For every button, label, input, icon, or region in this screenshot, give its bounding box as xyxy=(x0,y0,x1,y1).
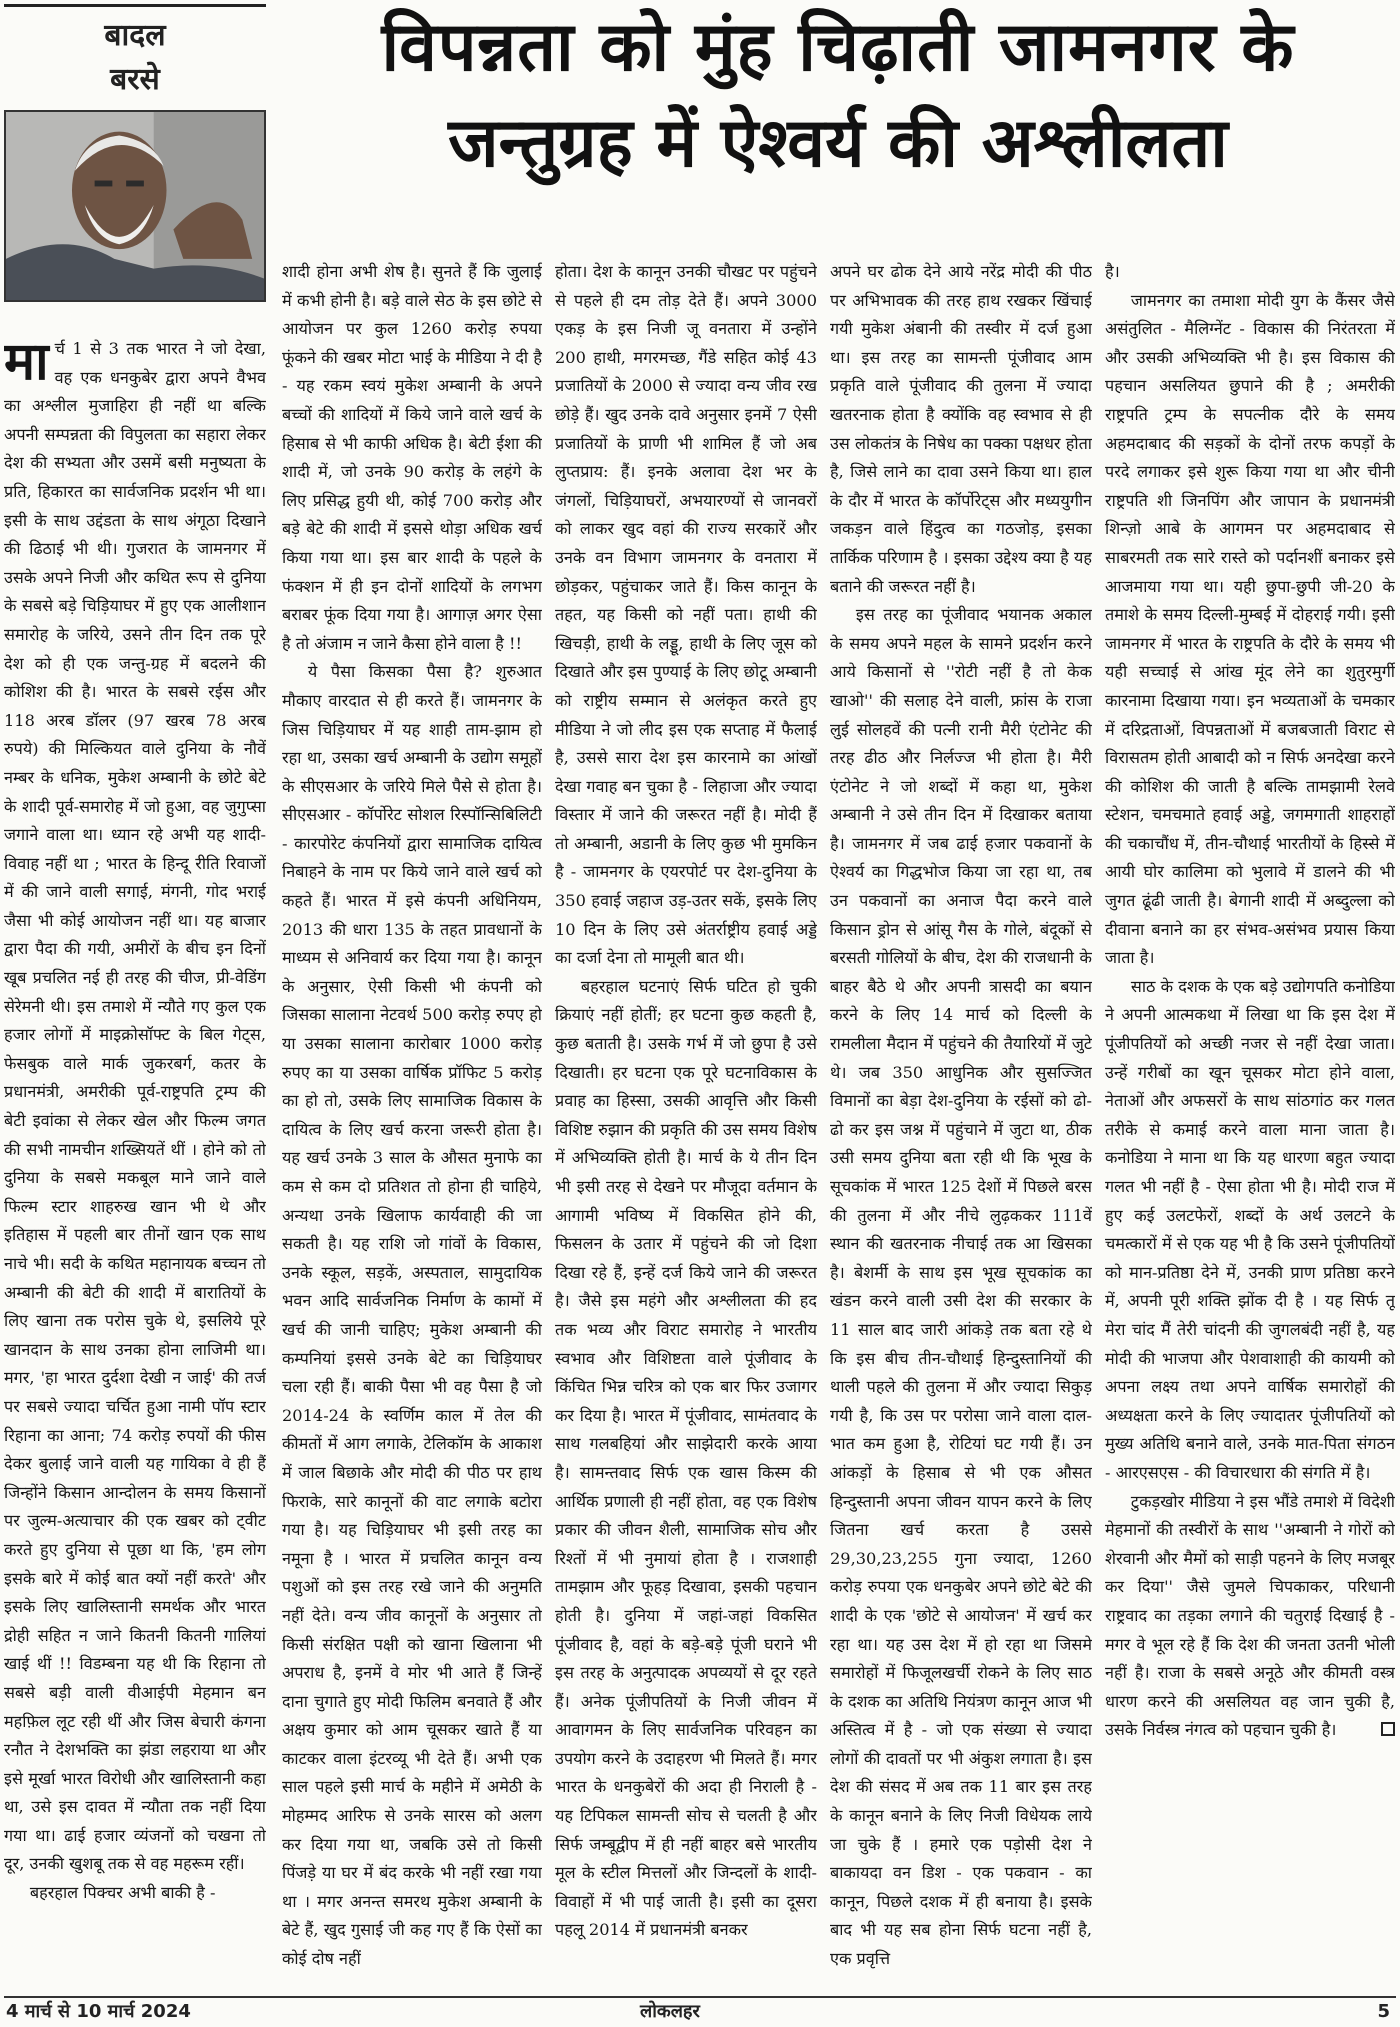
headline xyxy=(282,0,1394,192)
footer-rule xyxy=(4,1996,1396,1998)
column-2-paragraph-2: ये पैसा किसका पैसा है? शुरुआत मौकाए वारदात से ही करते हैं। जामनगर के जिस चिड़ियाघर में यह शाही ताम-झाम हो रहा था, उसका खर्च अम्बानी के उद्योग समूहों के सीएसआर के जरिये मिले पैसे से होता है। सीएसआर - कॉर्पोरेट सोशल रिस्पॉन्सिबिलिटी - कारपोरेट कंपनियों द्वारा सामाजिक दायित्व निबाहने के नाम पर किये जाने वाले खर्च को कहते हैं। भारत में इसे कंपनी अधिनियम, 2013 की धारा 135 के तहत प्रावधानों के माध्यम से अनिवार्य कर दिया गया है। कानून के अनुसार, ऐसी किसी भी कंपनी को जिसका सालाना नेटवर्थ 500 करोड़ रुपए हो या उसका सालाना कारोबार 1000 करोड़ रुपए का या उसका वार्षिक प्रॉफिट 5 करोड़ का हो तो, उसके लिए सामाजिक विकास के दायित्व के लिए खर्च करना जरूरी होता है। यह खर्च उनके 3 साल के औसत मुनाफे का कम से कम दो प्रतिशत तो होना ही चाहिये, अन्यथा उनके खिलाफ कार्यवाही की जा सकती है। यह राशि जो गांवों के विकास, उनके स्कूल, सड़कें, अस्पताल, सामुदायिक भवन आदि सार्वजनिक निर्माण के कामों में खर्च की जानी चाहिए; मुकेश अम्बानी की कम्पनियां इससे उनके बेटे का चिड़ियाघर चला रही हैं। बाकी पैसा भी वह पैसा है जो 2014-24 के स्वर्णिम काल में तेल की कीमतों में आग लगाके, टेलिकॉम के आकाश में जाल बिछाके और मोदी की पीठ पर हाथ फिराके, सारे कानूनों की वाट लगाके बटोरा गया है। यह चिड़ियाघर भी इसी तरह का नमूना है । भारत में प्रचलित कानून वन्य पशुओं को इस तरह रखे जाने की अनुमति नहीं देते। वन्य जीव कानूनों के अनुसार तो किसी संरक्षित पक्षी को खाना खिलाना भी अपराध है, इनमें वे मोर भी आते हैं जिन्हें दाना चुगाते हुए मोदी फिलिम बनवाते हैं और अक्षय कुमार को आम चूसकर खाते हैं या काटकर वाला इंटरव्यू भी देते हैं। अभी एक साल पहले इसी मार्च के महीने में अमेठी के मोहम्मद आरिफ से उनके सारस को अलग कर दिया गया था, जबकि उसे तो किसी पिंजड़े या घर में बंद करके भी नहीं रखा गया था । मगर अनन्त समरथ मुकेश अम्बानी के बेटे हैं, खुद गुसाई जी कह गए हैं कि ऐसों का कोई दोष नहीं xyxy=(282,662,542,1969)
headline-line-1: विपन्नता को मुंह चिढ़ाती जामनगर के xyxy=(381,8,1295,87)
column-3-paragraph-1: होता। देश के कानून उनकी चौखट पर पहुंचने से पहले ही दम तोड़ देते हैं। अपने 3000 एकड़ के इस निजी जू वनतारा में उन्होंने 200 हाथी, मगरमच्छ, गैंडे सहित कोई 43 प्रजातियों के 2000 से ज्यादा वन्य जीव रख छोड़े हैं। खुद उनके दावे अनुसार इनमें 7 ऐसी प्रजातियों के प्राणी भी शामिल हैं जो अब लुप्तप्राय: हैं। इनके अलावा देश भर के जंगलों, चिड़ियाघरों, अभयारण्यों से जानवरों को लाकर खुद वहां की राज्य सरकारें और उनके वन विभाग जामनगर के वनतारा में छोड़कर, पहुंचाकर जाते हैं। किस कानून के तहत, यह किसी को नहीं पता। हाथी की खिचड़ी, हाथी के लड्डू, हाथी के लिए जूस को दिखाते और इस पुण्याई के लिए छोटू अम्बानी को राष्ट्रीय सम्मान से अलंकृत करते हुए मीडिया ने जो लीद इस एक सप्ताह में फैलाई है, उससे सारा देश इस कारनामे का आंखों देखा गवाह बन चुका है - लिहाजा और ज्यादा विस्तार में जाने की जरूरत नहीं है। मोदी हैं तो अम्बानी, अडानी के लिए कुछ भी मुमकिन है - जामनगर के एयरपोर्ट पर देश-दुनिया के 350 हवाई जहाज उड़-उतर सकें, इसके लिए 10 दिन के लिए उसे अंतर्राष्ट्रीय हवाई अड्डे का दर्जा देना तो मामूली बात थी। xyxy=(555,262,817,968)
article-column-1 xyxy=(4,335,266,2020)
column-3-paragraph-2: बहरहाल घटनाएं सिर्फ घटित हो चुकी क्रियाएं नहीं होतीं; हर घटना कुछ कहती है, कुछ बताती है। उसके गर्भ में जो छुपा है उसे दिखाती। हर घटना एक पूरे घटनाविकास के प्रवाह का हिस्सा, उसकी आवृत्ति और किसी विशिष्ट रुझान की प्रकृति की उस समय विशेष में अभिव्यक्ति होती है। मार्च के ये तीन दिन भी इसी तरह से देखने पर मौजूदा वर्तमान के आगामी भविष्य में विकसित होने की, फिसलन के उतार में पहुंचने की जो दिशा दिखा रहे हैं, इन्हें दर्ज किये जाने की जरूरत है। जैसे इस महंगे और अश्लीलता की हद तक भव्य और विराट समारोह ने भारतीय स्वभाव और विशिष्टता वाले पूंजीवाद के किंचित भिन्न चरित्र को एक बार फिर उजागर कर दिया है। भारत में पूंजीवाद, सामंतवाद के साथ गलबहियां और साझेदारी करके आया है। सामन्तवाद सिर्फ एक खास किस्म की आर्थिक प्रणाली ही नहीं होता, वह एक विशेष प्रकार की जीवन शैली, सामाजिक सोच और रिश्तों में भी नुमायां होता है । राजशाही ताम‍झाम और फूहड़ दिखावा, इसकी पहचान होती है। दुनिया में जहां-जहां विकसित पूंजीवाद है, वहां के बड़े-बड़े पूंजी घराने भी इस तरह के अनुत्पादक अपव्ययों से दूर रहते हैं। अनेक पूंजीपतियों के निजी जीवन में आवागमन के लिए सार्वजनिक परिवहन का उपयोग करने के उदाहरण भी मिलते हैं। मगर भारत के धनकुबेरों की अदा ही निराली है - यह टिपिकल सामन्ती सोच से चलती है और सिर्फ जम्बूद्वीप में ही नहीं बाहर बसे भारतीय मूल के स्टील मित्तलों और जिन्दलों के शादी-विवाहों में भी पाई जाती है। इसी का दूसरा पहलू 2014 में प्रधानमंत्री बनकर xyxy=(555,976,817,1940)
footer-page-number: 5 xyxy=(1377,2001,1390,2022)
end-of-article-mark xyxy=(1381,1722,1395,1736)
top-rule xyxy=(4,4,266,7)
column-4-paragraph-1: अपने घर ढोक देने आये नरेंद्र मोदी की पीठ पर अभिभावक की तरह हाथ रखकर खिंचाई गयी मुकेश अंबानी की तस्वीर में दर्ज हुआ था। इस तरह का सामन्ती पूंजीवाद आम प्रकृति वाले पूंजीवाद की तुलना में ज्यादा खतरनाक होता है क्योंकि वह स्वभाव से ही उस लोकतंत्र के निषेध का पक्का पक्षधर होता है, जिसे लाने का दावा उसने किया था। हाल के दौर में भारत के कॉर्पोरेट्स और मध्ययुगीन जकड़न वाले हिंदुत्व का गठजोड़, इसका तार्किक परिणाम है । इसका उद्देश्य क्या है यह बताने की जरूरत नहीं है। xyxy=(830,262,1092,596)
footer-newspaper-name: लोकलहर xyxy=(640,2001,700,2022)
column-5-paragraph-3 xyxy=(1105,1488,1395,1745)
column-5-paragraph-1: जामनगर का तमाशा मोदी युग के कैंसर जैसे असंतुलित - मैलिग्नेंट - विकास की निरंतरता में और उसकी अभिव्यक्ति भी है। इस विकास की पहचान असलियत छुपाने की है ; अमरीकी राष्ट्रपति ट्रम्प के सपत्नीक दौरे के समय अहमदाबाद की सड़कों के दोनों तरफ कपड़ों के परदे लगाकर इसे शुरू किया गया था और चीनी राष्ट्रपति शी जिनपिंग और जापान के प्रधानमंत्री शिन्ज़ो आबे के आगमन पर अहमदाबाद से साबरमती तक सारे रास्ते को पर्दानशीं बनाकर इसे आजमाया गया था। यही छुपा-छुपी जी-20 के तमाशे के समय दिल्ली-मुम्बई में दोहराई गयी। इसी जामनगर में भारत के राष्ट्रपति के दौरे के समय भी यही सच्चाई से आंख मूंद लेने का शुतुरमुर्गी कारनामा दिखाया गया। इन भव्यताओं के चमकार में दरिद्रताओं, विपन्नताओं में बजबजाती विराट से विरासतम होती आबादी को न सिर्फ अनदेखा करने की कोशिश की जाती है बल्कि तामझामी रेलवे स्टेशन, चमचमाते हवाई अड्डे, जगमगाती शाहराहों की चकाचौंध में, तीन-चौथाई भारतीयों के हिस्से में आयी घोर कालिमा को भुलावे में डालने की भी जुगत ढूंढी जाती है। बेगानी शादी में अब्दुल्ला को दीवाना बनाने का हर संभव-असंभव प्रयास किया जाता है। xyxy=(1105,290,1395,968)
column-1-paragraph-1-text: र्च 1 से 3 तक भारत ने जो देखा, वह एक धनकुबेर द्वारा अपने वैभव का अश्लील मुजाहिरा ही नहीं था बल्कि अपनी सम्पन्नता की विपुलता का सहारा लेकर देश की सभ्यता और उसमें बसी मनुष्यता के प्रति, हिकारत का सार्वजनिक प्रदर्शन भी था। इसी के साथ उद्दंडता के साथ अंगूठा दिखाने की ढिठाई भी थी। गुजरात के जामनगर में उसके अपने निजी और कथित रूप से दुनिया के सबसे बड़े चिड़ियाघर में हुए एक आलीशान समारोह के जरिये, उसने तीन दिन तक पूरे देश को ही एक जन्तु-ग्रह में बदलने की कोशिश की है। भारत के सबसे रईस और 118 अरब डॉलर (97 खरब 78 अरब रुपये) की मिल्कियत वाले दुनिया के नौवें नम्बर के धनिक, मुकेश अम्बानी के छोटे बेटे के शादी पूर्व-समारोह में जो हुआ, वह जुगुप्सा जगाने वाला था। ध्यान रहे अभी यह शादी-विवाह नहीं था ; भारत के हिन्दू रीति रिवाजों में की जाने वाली सगाई, मंगनी, गोद भराई जैसा भी कोई आयोजन नहीं था। यह बाजार द्वारा पैदा की गयी, अमीरों के बीच इन दिनों खूब प्रचलित नई ही तरह की चीज, प्री-वेडिंग सेरेमनी थी। इस तमाशे में न्यौते गए कुल एक हजार लोगों में माइक्रोसॉफ्ट के बिल गेट्स, फेसबुक वाले मार्क जुकरबर्ग, कतर के प्रधानमंत्री, अमरीकी पूर्व-राष्ट्रपति ट्रम्प की बेटी इवांका से लेकर खेल और फिल्म जगत की सभी नामचीन शख्सियतें थीं । होने को तो दुनिया के सबसे मकबूल माने जाने वाले फिल्म स्टार शाहरुख खान भी थे और इतिहास में पहली बार तीनों खान एक साथ नाचे भी। सदी के कथित महानायक बच्चन तो अम्बानी की बेटी की शादी में बारातियों के लिए खाना तक परोस चुके थे, इसलिये पूरे खानदान के साथ उनका होना लाजिमी था। मगर, 'हा भारत दुर्दशा देखी न जाई' की तर्ज पर सबसे ज्यादा चर्चित हुआ नामी पॉप स्टार रिहाना का आना; 74 करोड़ रुपयों की फीस देकर बुलाई जाने वाली यह गायिका वे ही हैं जिन्होंने किसान आन्दोलन के समय किसानों पर जुल्म-अत्याचार की एक खबर को ट्वीट करते हुए दुनिया से पूछा था कि, 'हम लोग इसके बारे में कोई बात क्यों नहीं करते' और इसके लिए खालिस्तानी समर्थक और भारत द्रोही सहित न जाने कितनी कितनी गालियां खाई थीं !! विडम्बना यह थी कि रिहाना तो सबसे बड़ी वाली वीआईपी मेहमान बन महफ़िल लूट रही थीं और जिस बेचारी कंगना रनौत ने देशभक्ति का झंडा लहराया था और इसे मूर्खा भारत विरोधी और खालिस्तानी कहा था, उसे इस दावत में न्यौता तक नहीं दिया गया था। ढाई हजार व्यंजनों को चखना तो दूर, उनकी खुशबू तक से वह महरूम रहीं। xyxy=(4,339,266,1874)
author-photo xyxy=(4,110,266,302)
column-5-paragraph-0: है। xyxy=(1105,262,1120,281)
drop-cap: मा xyxy=(4,335,49,392)
headline-line-2: जन्तुग्रह में ऐश्वर्य की अश्लीलता xyxy=(448,104,1228,183)
byline-line-1: बादल xyxy=(104,18,166,53)
footer-date: 4 मार्च से 10 मार्च 2024 xyxy=(6,2001,191,2022)
article-column-3 xyxy=(555,258,817,2020)
column-4-paragraph-2: इस तरह का पूंजीवाद भयानक अकाल के समय अपने महल के सामने प्रदर्शन करने आये किसानों से ''रोटी नहीं है तो केक खाओ'' की सलाह देने वाली, फ्रांस के राजा लुई सोलहवें की पत्नी रानी मैरी एंटोनेट की तरह ढीठ और निर्लज्ज भी होता है। मैरी एंटोनेट ने जो शब्दों में कहा था, मुकेश अम्बानी ने उसे तीन दिन में दिखाकर बताया है। जामनगर में जब ढाई हजार पकवानों के ऐश्वर्य का गिद्धभोज किया जा रहा था, तब उन पकवानों का अनाज पैदा करने वाले किसान ड्रोन से आंसू गैस के गोले, बंदूकों से बरसती गोलियों के बीच, देश की राजधानी के बाहर बैठे थे और अपनी त्रासदी का बयान करने के लिए 14 मार्च को दिल्ली के रामलीला मैदान में पहुंचने की तैयारियों में जुटे थे। जब 350 आधुनिक और सुसज्जित विमानों का बेड़ा देश-दुनिया के रईसों को ढो-ढो कर इस जश्न में पहुंचाने में जुटा था, ठीक उसी समय दुनिया बता रही थी कि भूख के सूचकांक में भारत 125 देशों में पिछले बरस की तुलना में और नीचे लुढ़ककर 111वें स्थान की खतरनाक नीचाई तक आ खिसका है। बेशर्मी के साथ इस भूख सूचकांक का खंडन करने वाली उसी देश की सरकार के 11 साल बाद जारी आंकड़े तक बता रहे थे कि इस बीच तीन-चौथाई हिन्दुस्तानियों की थाली पहले की तुलना में और ज्यादा सिकुड़ गयी है, कि उस पर परोसा जाने वाला दाल-भात कम हुआ है, रोटियां घट गयी हैं। उन आंकड़ों के हिसाब से भी एक औसत हिन्दुस्तानी अपना जीवन यापन करने के लिए जितना खर्च करता है उससे 29,30,23,255 गुना ज्यादा, 1260 करोड़ रुपया एक धनकुबेर अपने छोटे बेटे की शादी के एक 'छोटे से आयोजन' में खर्च कर रहा था। यह उस देश में हो रहा था जिसमे समारोहों में फिजूलखर्ची रोकने के लिए साठ के दशक का अतिथि नियंत्रण कानून आज भी अस्तित्व में है - जो एक संख्या से ज्यादा लोगों की दावतों पर भी अंकुश लगाता है। इस देश की संसद में अब तक 11 बार इस तरह के कानून बनाने के लिए निजी विधेयक लाये जा चुके हैं । हमारे एक पड़ोसी देश ने बाकायदा वन डिश - एक पकवान - का कानून, पिछले दशक में ही बनाया है। इसके बाद भी यह सब होना सिर्फ घटना नहीं है, एक प्रवृत्ति xyxy=(830,605,1092,1969)
article-column-2 xyxy=(282,258,542,2020)
article-column-4 xyxy=(830,258,1092,2020)
column-1-paragraph-1 xyxy=(4,335,266,1879)
column-5-paragraph-3-text: टुकड़खोर मीडिया ने इस भौंडे तमाशे में विदेशी मेहमानों की तस्वीरों के साथ ''अम्बानी ने गोरों को शेरवानी और मैमों को साड़ी पहनने के लिए मजबूर कर दिया'' जैसे जुमले चिपकाकर, परिधानी राष्ट्रवाद का तड़का लगाने की चतुराई दिखाई है - मगर वे भूल रहे हैं कि देश की जनता उतनी भोली नहीं है। राजा के सबसे अनूठे और कीमती वस्त्र धारण करने की असलियत वह जान चुकी है, उसके निर्वस्त्र नंगत्व को पहचान चुकी है। xyxy=(1105,1491,1395,1740)
column-5-paragraph-2: साठ के दशक के एक बड़े उद्योगपति कनोडिया ने अपनी आत्मकथा में लिखा था कि इस देश में पूंजीपतियों को अच्छी नजर से नहीं देखा जाता। उन्हें गरीबों का खून चूसकर मोटा होने वाला, नेताओं और अफसरों के साथ सांठगांठ कर गलत तरीके से कमाई करने वाला माना जाता है। कनोडिया ने माना था कि यह धारणा बहुत ज्यादा गलत भी नहीं है - ऐसा होता भी है। मोदी राज में हुए कई उलटफेरों, शब्दों के अर्थ उलटने के चमत्कारों में से एक यह भी है कि उसने पूंजीपतियों को मान-प्रतिष्ठा देने में, उनकी प्राण प्रतिष्ठा करने में, अपनी पूरी शक्ति झोंक दी है । यह सिर्फ तू मेरा चांद मैं तेरी चांदनी की जुगलबंदी नहीं है, यह मोदी की भाजपा और पेशवाशाही की कायमी को अपना लक्ष्य तथा अपने वार्षिक समारोहों की अध्यक्षता करने के लिए ज्यादातर पूंजीपतियों को मुख्य अतिथि बनाने वाले, उनके मात-पिता संगठन - आरएसएस - की विचारधारा की संगति में है। xyxy=(1105,976,1395,1482)
author-portrait-illustration xyxy=(6,112,264,300)
article-column-5 xyxy=(1105,258,1395,2020)
author-byline xyxy=(4,14,266,102)
byline-line-2: बरसे xyxy=(110,62,160,97)
column-1-paragraph-2: बहरहाल पिक्चर अभी बाकी है - xyxy=(29,1883,216,1903)
column-2-paragraph-1: शादी होना अभी शेष है। सुनते हैं कि जुलाई में कभी होनी है। बड़े वाले सेठ के इस छोटे से आयोजन पर कुल 1260 करोड़ रुपया फूंकने की खबर मोटा भाई के मीडिया ने दी है - यह रकम स्वयं मुकेश अम्बानी के अपने बच्चों की शादियों में किये जाने वाले खर्च के हिसाब से भी काफी अधिक है। बेटी ईशा की शादी में, जो उनके 90 करोड़ के लहंगे के लिए प्रसिद्ध हुयी थी, कोई 700 करोड़ और बड़े बेटे की शादी में इससे थोड़ा अधिक खर्च किया गया था। इस बार शादी के पहले के फंक्शन में ही इन दोनों शादियों के लगभग बराबर फूंक दिया गया है। आगाज़ अगर ऐसा है तो अंजाम न जाने कैसा होने वाला है !! xyxy=(282,262,542,653)
